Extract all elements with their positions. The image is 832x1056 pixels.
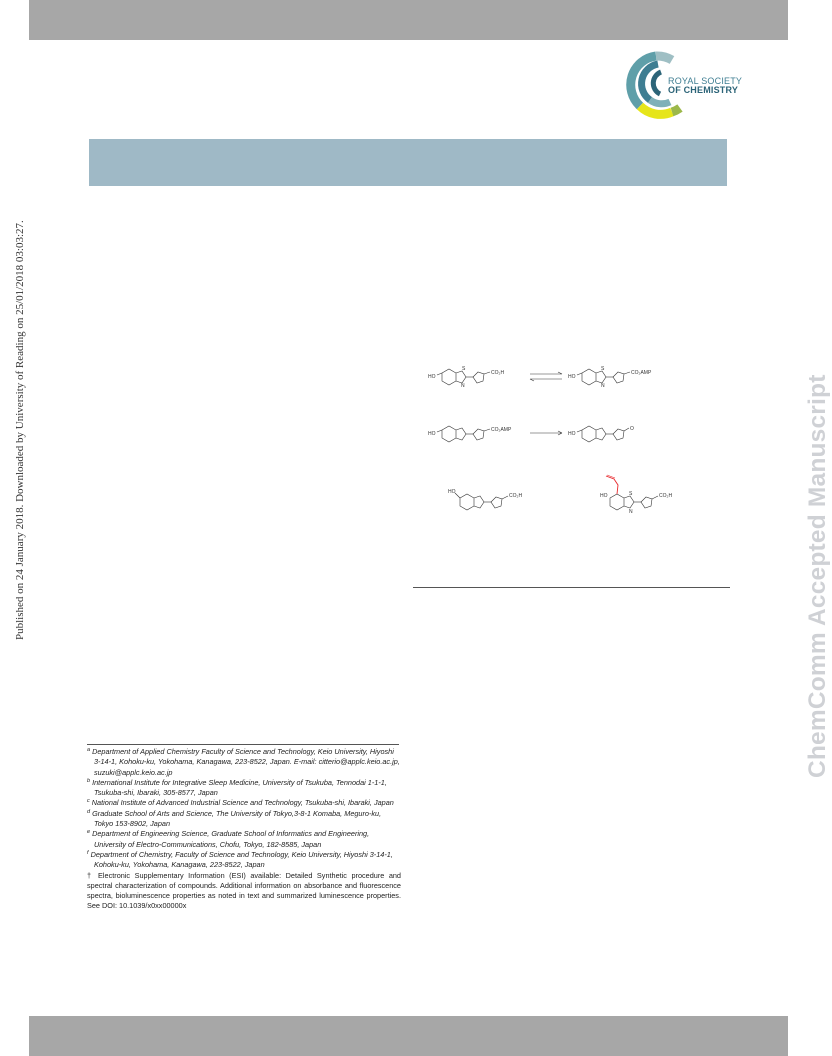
footnote-rule [87, 744, 399, 745]
accepted-manuscript-watermark: ChemComm Accepted Manuscript [804, 374, 831, 778]
scheme-s-2: S [601, 366, 605, 372]
scheme-co2h-2: CO₂H [509, 493, 523, 499]
scheme-ho-4: HO [568, 431, 576, 437]
affiliation-d: $^d$ Graduate School of Arts and Science, The University of Tokyo,3-8-1 Komaba, Meguro-ku, Tokyo 153-8902, Japan [87, 808, 382, 829]
affiliation-a: $^a$ Department of Applied Chemistry Faculty of Science and Technology, Keio University, Hiyoshi 3-14-1, Kohoku-ku, Yokohama, Kanagawa, 223-8522, Japan. E-mail: citterio@applc.keio.ac.jp, suzuki@applc.keio.ac.jp [87, 747, 400, 777]
publisher-line-1: ROYAL SOCIETY [668, 76, 743, 86]
scheme-o: O [630, 426, 634, 432]
scheme-ho-2: HO [568, 374, 576, 380]
scheme-n-2: N [601, 383, 605, 389]
affiliation-c: $^c$ National Institute of Advanced Industrial Science and Technology, Tsukuba-shi, Ibaraki, Japan [87, 798, 394, 808]
column-rule-right [413, 587, 730, 588]
scheme-coamp-1: CO₂AMP [631, 370, 652, 376]
scheme-s-1: S [462, 366, 466, 372]
scheme-n-1: N [461, 383, 465, 389]
scheme-ho-6: HO [600, 493, 608, 499]
publication-stamp: Published on 24 January 2018. Downloaded by University of Reading on 25/01/2018 03:03:27. [14, 220, 26, 640]
scheme-co2h-3: CO₂H [659, 493, 673, 499]
publisher-line-2: OF CHEMISTRY [668, 85, 739, 95]
scheme-co2h-1: CO₂H [491, 370, 505, 376]
scheme-ho-3: HO [428, 431, 436, 437]
esi-note: † Electronic Supplementary Information (ESI) available: Detailed Synthetic procedure and spectral characterization of compounds. Additional information on absorbance and fluorescence spectra, bioluminescence properties as noted in text and summarized luminescence properties. See DOI: 10.1039/x0xx00000x [87, 870, 401, 911]
reaction-scheme [420, 355, 720, 530]
scheme-coamp-2: CO₂AMP [491, 427, 512, 433]
header-bar [29, 0, 788, 40]
footer-bar [29, 1016, 788, 1056]
publisher-name [668, 77, 742, 95]
scheme-ho-1: HO [428, 374, 436, 380]
scheme-n-3: N [629, 509, 633, 515]
scheme-ho-5: HO [448, 489, 456, 495]
affiliations [87, 747, 401, 912]
affiliation-e: $^e$ Department of Engineering Science, Graduate School of Informatics and Engineering, University of Electro-Communications, Chofu, Tokyo, 182-8585, Japan [87, 829, 370, 849]
affiliation-f: $^f$ Department of Chemistry, Faculty of Science and Technology, Keio University, Hiyoshi 3-14-1, Kohoku-ku, Yokohama, Kanagawa, 223-8522, Japan [87, 849, 393, 870]
scheme-s-3: S [629, 491, 633, 497]
affiliation-b: $^b$ International Institute for Integrative Sleep Medicine, University of Tsukuba, Tennodai 1-1-1, Tsukuba-shi, Ibaraki, 305-8577, Japan [87, 777, 387, 798]
title-band [89, 139, 727, 186]
